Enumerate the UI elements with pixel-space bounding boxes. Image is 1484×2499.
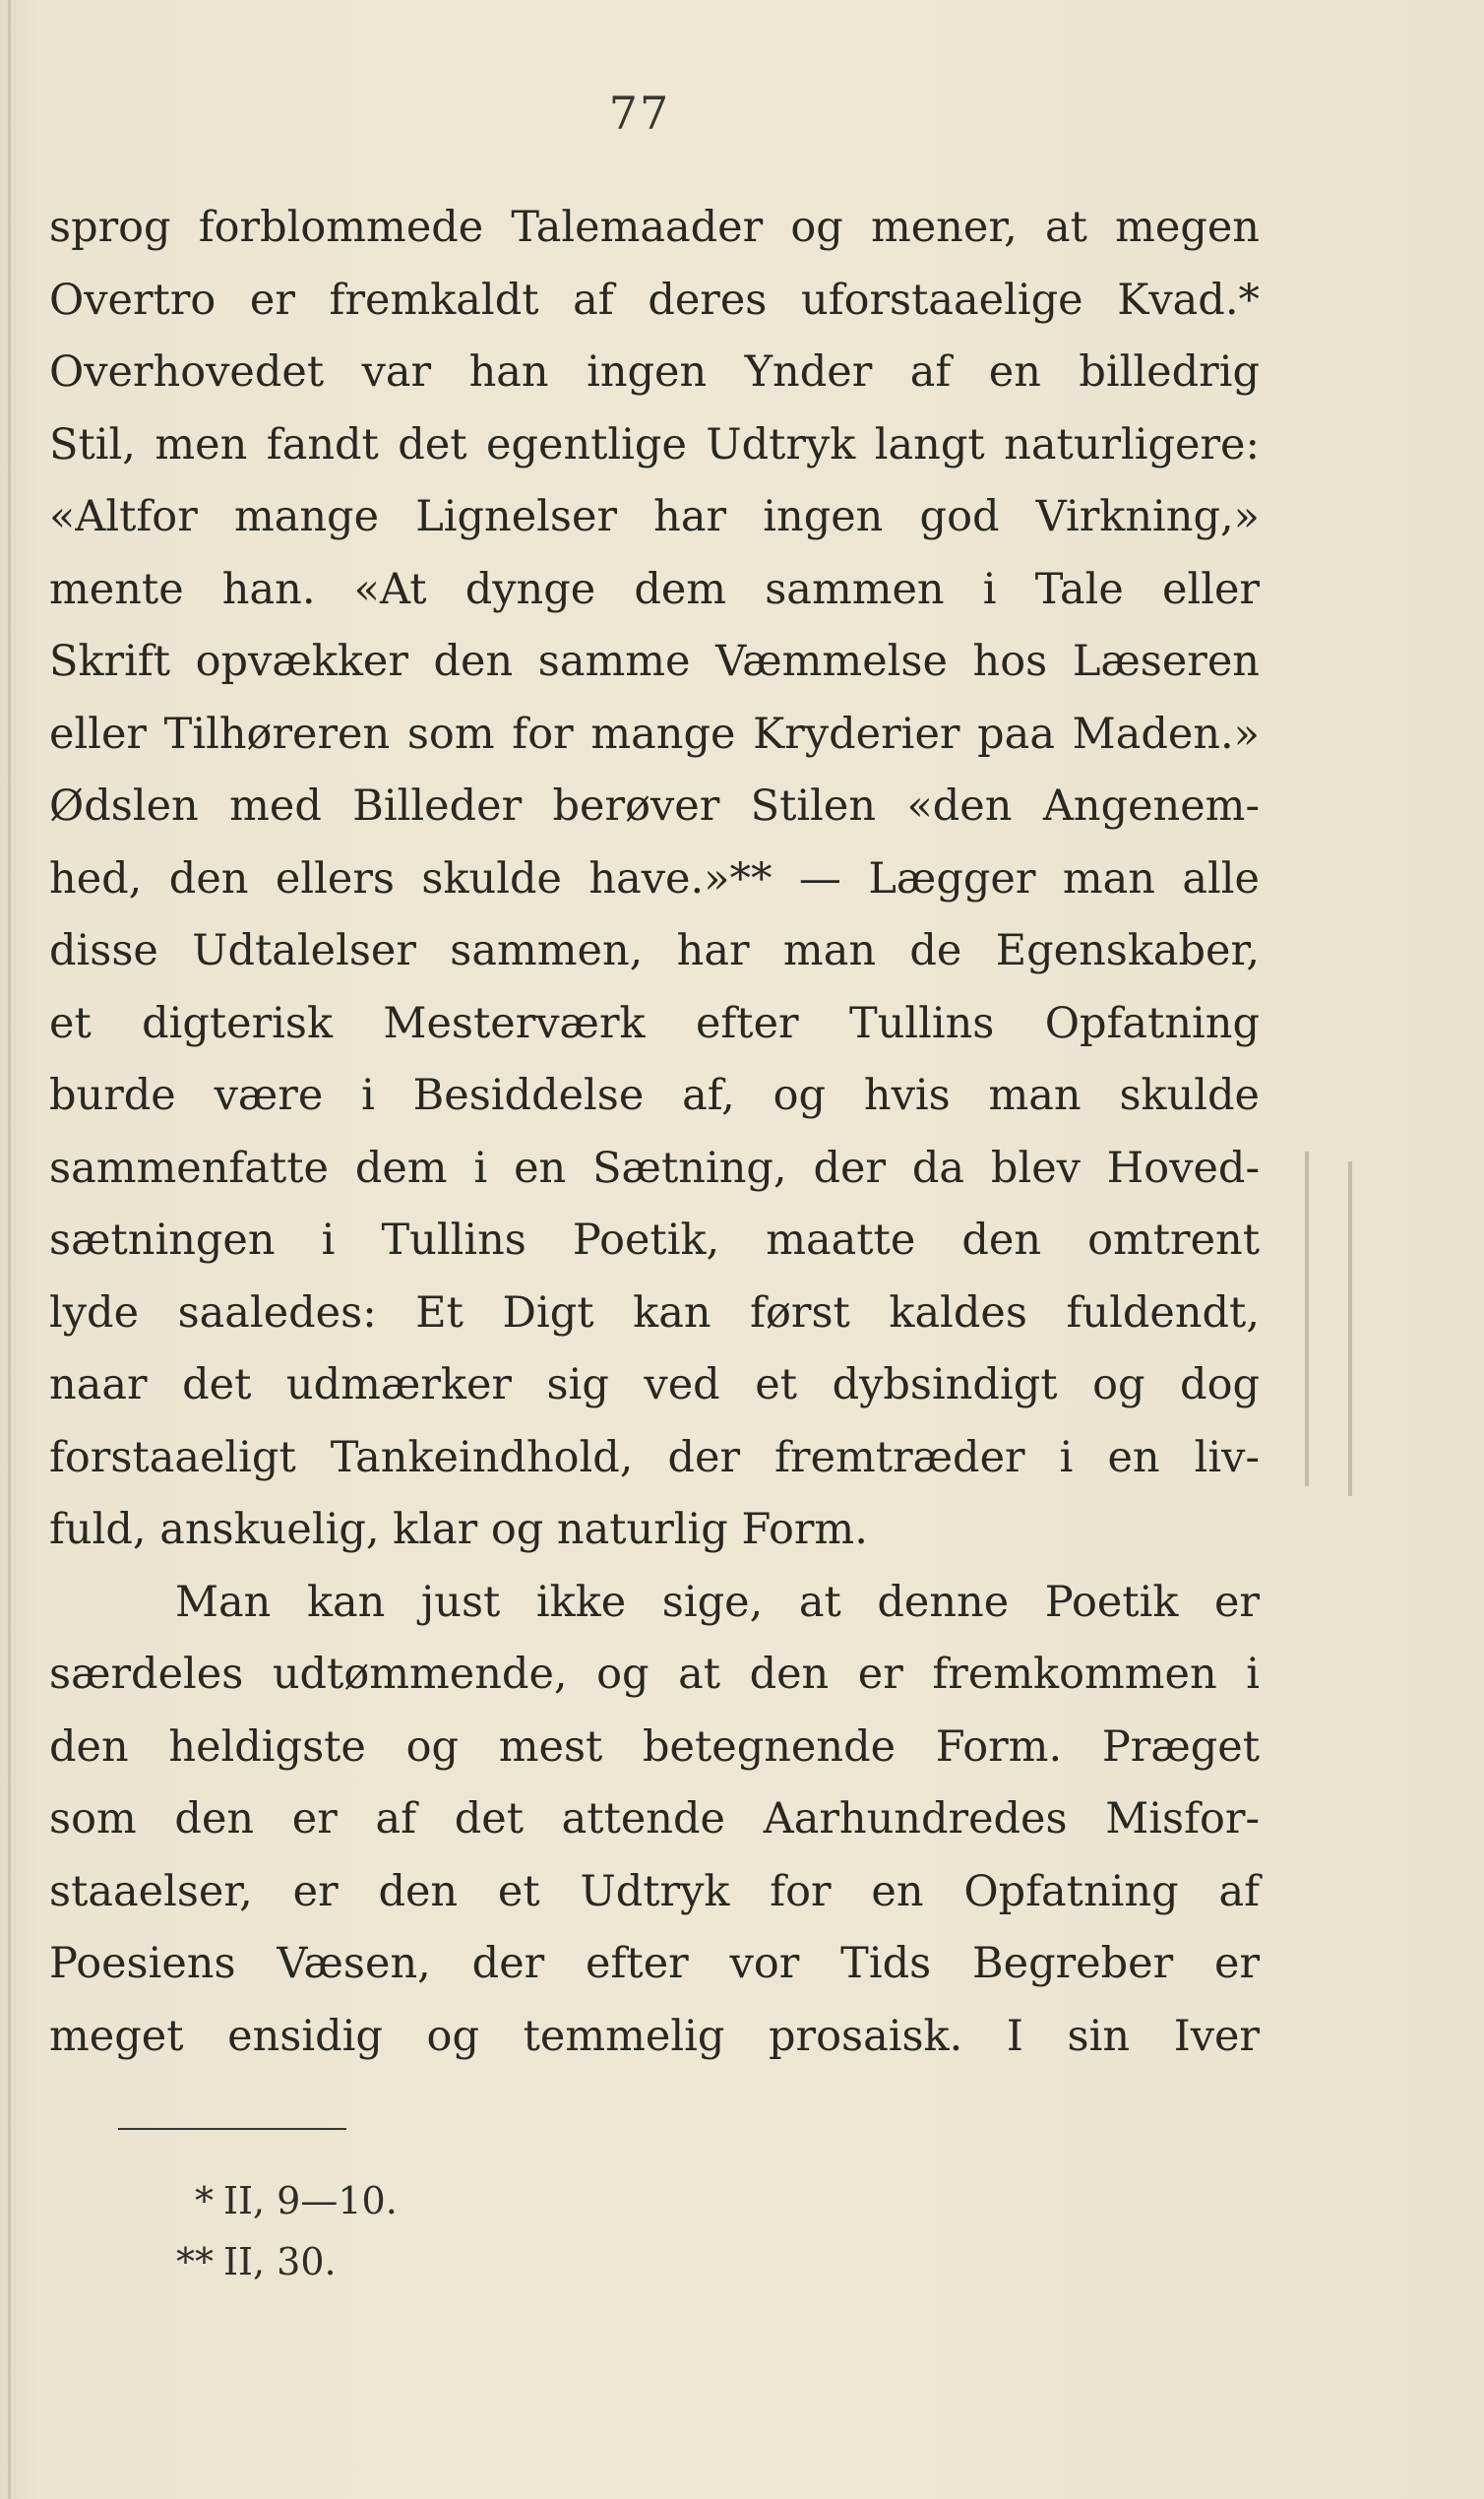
text-line: som den er af det attende Aarhundredes Misfor-	[49, 1794, 1260, 1843]
bleed-through-mark	[1348, 1161, 1352, 1496]
text-line: sammenfatte dem i en Sætning, der da blev Hoved-	[49, 1143, 1260, 1193]
text-line: Skrift opvækker den samme Væmmelse hos Læseren	[49, 637, 1260, 686]
text-line: eller Tilhøreren som for mange Kryderier paa Maden.»	[49, 709, 1260, 759]
page-edge	[8, 0, 11, 2499]
text-line: Ødslen med Billeder berøver Stilen «den Angenem-	[49, 781, 1260, 831]
text-line: sætningen i Tullins Poetik, maatte den omtrent	[49, 1216, 1260, 1265]
footnote	[143, 2231, 398, 2292]
text-line: særdeles udtømmende, og at den er fremkommen i	[49, 1650, 1260, 1699]
text-line: lyde saaledes: Et Digt kan først kaldes fuldendt,	[49, 1287, 1260, 1338]
text-line: hed, den ellers skulde have.»** — Lægger man alle	[49, 853, 1260, 904]
text-line: Stil, men fandt det egentlige Udtryk langt naturligere:	[49, 419, 1260, 469]
text-line: forstaaeligt Tankeindhold, der fremtræder i en liv-	[49, 1432, 1260, 1482]
footnote-text: II, 30.	[223, 2240, 337, 2283]
footnote-text: II, 9—10.	[223, 2179, 398, 2222]
page-number: 77	[608, 87, 671, 140]
footnote-rule	[118, 2128, 346, 2130]
text-line: Overhovedet var han ingen Ynder af en billedrig	[49, 347, 1260, 397]
footnote-mark: **	[176, 2240, 214, 2283]
text-line: Poesiens Væsen, der efter vor Tids Begreber er	[49, 1939, 1260, 1988]
text-line: naar det udmærker sig ved et dybsindigt og dog	[49, 1360, 1260, 1409]
text-line: staaelser, er den et Udtryk for en Opfatning af	[49, 1866, 1260, 1916]
text-line: mente han. «At dynge dem sammen i Tale eller	[49, 564, 1260, 614]
text-line: den heldigste og mest betegnende Form. Præget	[49, 1721, 1260, 1772]
text-line: meget ensidig og temmelig prosaisk. I sin Iver	[49, 2011, 1260, 2061]
paragraph-start-line: Man kan just ikke sige, at denne Poetik er	[175, 1577, 1260, 1627]
text-line: fuld, anskuelig, klar og naturlig Form.	[49, 1505, 868, 1554]
footnotes	[143, 2170, 398, 2292]
text-line: sprog forblommede Talemaader og mener, at megen	[49, 203, 1260, 252]
text-line: disse Udtalelser sammen, har man de Egenskaber,	[49, 926, 1260, 975]
text-line: burde være i Besiddelse af, og hvis man skulde	[49, 1071, 1260, 1120]
bleed-through-mark	[1305, 1152, 1309, 1486]
text-line: «Altfor mange Lignelser har ingen god Virkning,»	[49, 492, 1260, 541]
text-line: Overtro er fremkaldt af deres uforstaaelige Kvad.*	[49, 275, 1260, 325]
footnote	[143, 2170, 398, 2231]
body-text	[49, 192, 1260, 2073]
footnote-mark: *	[195, 2179, 214, 2222]
text-line: et digterisk Mesterværk efter Tullins Opfatning	[49, 998, 1260, 1048]
